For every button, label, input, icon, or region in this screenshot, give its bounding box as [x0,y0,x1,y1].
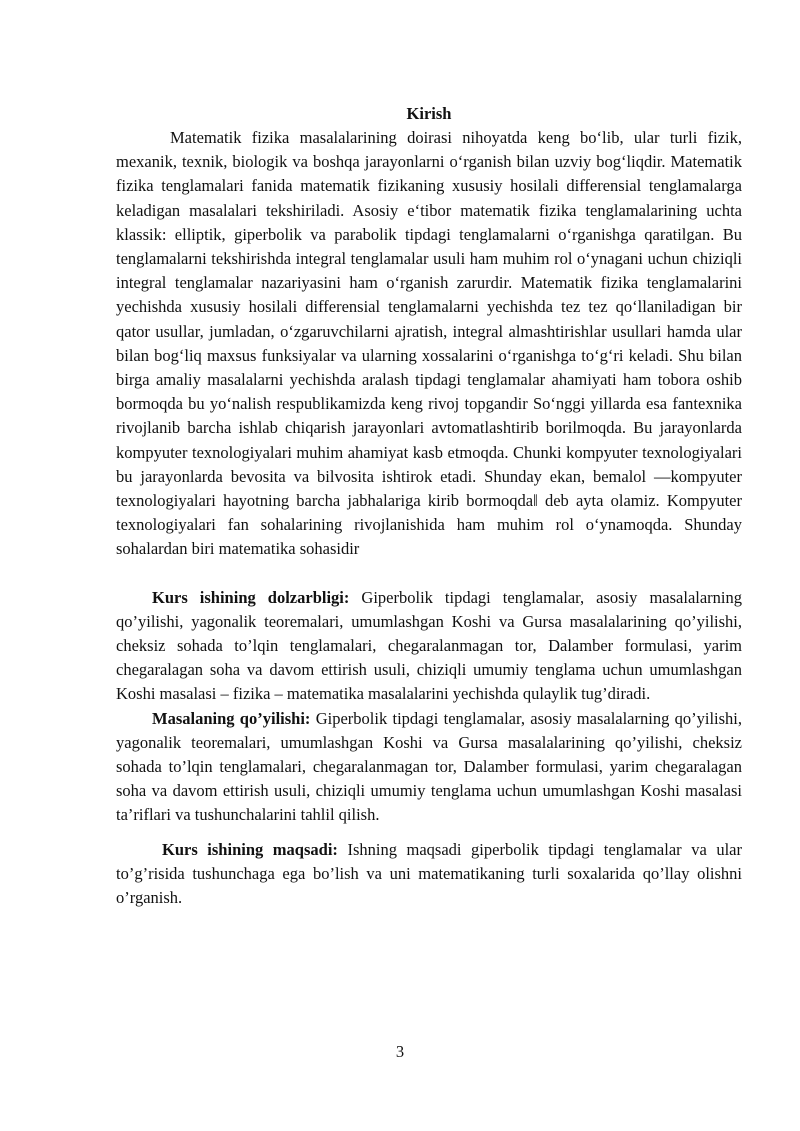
section-heading: Masalaning qo’yilishi: [152,708,311,728]
page-number: 3 [395,1042,405,1061]
section-dolzarbligi [116,586,742,707]
page-content [116,102,742,910]
intro-paragraph: Matematik fizika masalalarining doirasi nihoyatda keng bo‘lib, ular turli fizik, mexanik, texnik, biologik va boshqa jarayonlarni o‘rganish bilan uzviy bog‘liqdir. Matematik fizika tenglamalari fanida matematik fizikaning xususiy hosilali differensial tenglamalarga keladigan masalalari tekshiriladi. Asosiy e‘tibor matematik fizika tenglamalarining uchta klassik: elliptik, giperbolik va parabolik tipdagi tenglamalarni o‘rganishga qaratilgan. Bu tenglamalarni tekshirishda integral tenglamalar usuli ham muhim rol o‘ynagani uchun chiziqli integral tenglamalar nazariyasini ham o‘rganish zarurdir. Matematik fizika tenglamalarini yechishda xususiy hosilali differensial tenglamalarni yechishda tez tez qo‘llaniladigan bir qator usullar, jumladan, o‘zgaruvchilarni ajratish, integral almashtirishlar usullari hamda ular bilan bog‘liq maxsus funksiyalar va ularning xossalarini o‘rganishga to‘g‘ri keladi. Shu bilan birga amaliy masalalarni yechishda aralash tipdagi tenglamalar ahamiyati ham tobora oshib bormoqda bu yo‘nalish respublikamizda keng rivoj topgandir So‘nggi yillarda esa fantexnika rivojlanib barcha ishlab chiqarish jarayonlari avtomatlashtirib borilmoqda. Bu jarayonlarda kompyuter texnologiyalari muhim ahamiyat kasb etmoqda. Chunki kompyuter texnologiyalari bu jarayonlarda bevosita va bilvosita ishtirok etadi. Shunday ekan, bemalol ―kompyuter texnologiyalari hayotning barcha jabhalariga kirib bormoqda‖ deb ayta olamiz. Kompyuter texnologiyalari fan sohalarining rivojlanishida ham muhim rol o‘ynamoqda. Shunday sohalardan biri matematika sohasidir [116,128,742,559]
section-text: Ishning maqsadi giperbolik tipdagi tenglamalar va ular to’g’risida tushunchaga ega bo’lish va uni matematikaning turli soxalarida qo’llay olishni o’rganish. [116,839,742,908]
section-text: Giperbolik tipdagi tenglamalar, asosiy masalalarning qo’yilishi, yagonalik teoremalari, umumlashgan Koshi va Gursa masalalarining qo’yilishi, cheksiz sohada to’lqin tenglamalari, chegaralanmagan tor, Dalamber formulasi, yarim chegaralagan soha va davom ettirish usuli, chiziqli umumiy tenglama uchun umumlashgan Koshi masalasi ta’riflari va tushunchalarini tahlil qilish. [116,708,743,825]
section-text: Giperbolik tipdagi tenglamalar, asosiy masalalarning qo’yilishi, yagonalik teoremalari, umumlashgan Koshi va Gursa masalalarining qo’yilishi, cheksiz sohada to’lqin tenglamalari, chegaralanmagan tor, Dalamber formulasi, yarim chegaralagan soha va davom ettirish usuli, chiziqli umumiy tenglama uchun umumlashgan Koshi masalasi – fizika – matematika masalalarini yechishda qulaylik tug’diradi. [116,587,743,704]
section-heading: Kurs ishining dolzarbligi: [152,587,350,607]
section-masalaning-qoyilishi [116,707,742,828]
section-heading: Kurs ishining maqsadi: [162,839,338,859]
section-maqsadi [116,838,742,911]
page-title: Kirish [406,104,452,123]
